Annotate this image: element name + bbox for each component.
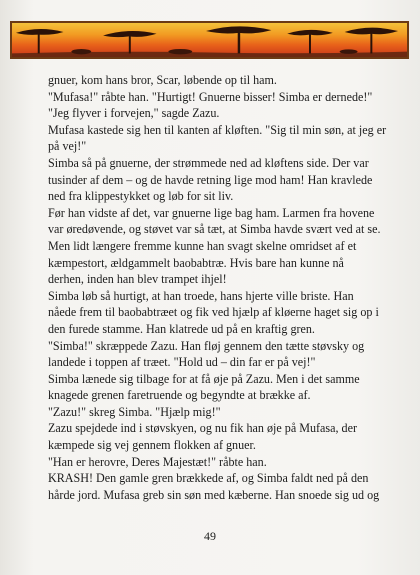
text-line: på vej!" [48,139,87,154]
text-line: Simba løb så hurtigt, at han troede, hans hjerte ville briste. Han [48,288,354,303]
text-line: Før han vidste af det, var gnuerne lige bag ham. Larmen fra hovene [48,205,375,220]
acacia-silhouettes [12,23,407,57]
text-line: "Zazu!" skreg Simba. "Hjælp mig!" [48,404,221,419]
text-line: Men lidt længere fremme kunne han svagt skelne omridset af et [48,238,357,253]
story-text [48,72,398,503]
text-line: Simba så på gnuerne, der strømmede ned ad kløftens side. Der var [48,155,369,170]
text-line: nåede frem til baobabtræet og fik ved hjælp af kløerne haget sig op i [48,305,379,320]
text-line: kæmpede sig vej gennem flokken af gnuer. [48,438,256,453]
savanna-banner [10,21,409,59]
text-line: "Jeg flyver i forvejen," sagde Zazu. [48,106,220,121]
text-line: ned fra klippestykket og løb for sit liv. [48,189,234,204]
acacia-tree-icon [103,31,156,53]
text-line: landede i toppen af træet. "Hold ud – din far er på vej!" [48,355,316,370]
text-line: KRASH! Den gamle gren brækkede af, og Simba faldt ned på den [48,471,369,486]
text-line: den furede stamme. Han klatrede ud på en kraftig gren. [48,321,315,336]
acacia-tree-icon [287,30,333,54]
acacia-tree-icon [16,29,64,53]
text-line: "Simba!" skræppede Zazu. Han fløj gennem den tætte støvsky og [48,338,365,353]
text-line: Simba lænede sig tilbage for at få øje på Zazu. Men i det samme [48,371,360,386]
acacia-tree-icon [345,28,398,54]
text-line: kæmpestort, ældgammelt baobabtræ. Hvis bare han kunne nå [48,255,344,270]
page-number: 49 [204,529,216,543]
text-line: knagede grenen faretruende og begyndte at brække af. [48,388,311,403]
text-line: "Mufasa!" råbte han. "Hurtigt! Gnuerne bisser! Simba er dernede!" [48,89,373,104]
text-line: gnuer, kom hans bror, Scar, løbende op til ham. [48,73,277,87]
text-line: derhen, inden han blev trampet ihjel! [48,272,227,287]
text-line: tusinder af dem – og de havde retning lige mod ham! Han kravlede [48,172,373,187]
acacia-tree-icon [206,26,271,53]
text-line: Zazu spejdede ind i støvskyen, og nu fik han øje på Mufasa, der [48,421,357,436]
text-line: "Han er herovre, Deres Majestæt!" råbte han. [48,454,267,469]
text-line: hårde jord. Mufasa greb sin søn med kæberne. Han snoede sig ud og [48,487,380,502]
text-line: var øredøvende, og støvet var så tæt, at Simba havde svært ved at se. [48,222,381,237]
text-line: Mufasa kastede sig hen til kanten af kløften. "Sig til min søn, at jeg er [48,122,387,137]
